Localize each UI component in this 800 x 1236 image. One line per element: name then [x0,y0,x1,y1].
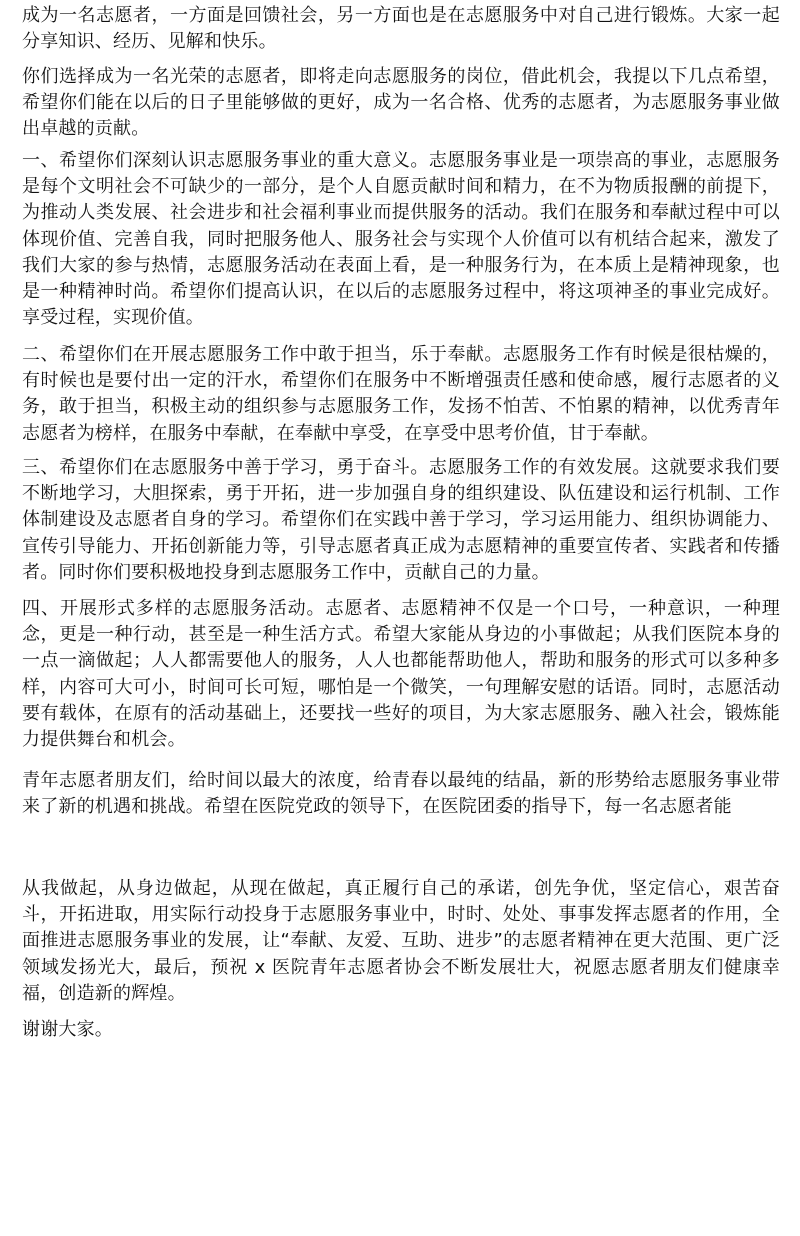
paragraph-1: 成为一名志愿者，一方面是回馈社会，另一方面也是在志愿服务中对自己进行锻炼。大家一起分享知识、经历、见解和快乐。 [22,5,780,53]
paragraph-5: 三、希望你们在志愿服务中善于学习，勇于奋斗。志愿服务工作的有效发展。这就要求我们要不断地学习，大胆探索，勇于开拓，进一步加强自身的组织建设、队伍建设和运行机制、工作体制建设及志愿者自身的学习。希望你们在实践中善于学习，学习运用能力、组织协调能力、宣传引导能力、开拓创新能力等，引导志愿者真正成为志愿精神的重要宣传者、实践者和传播者。同时你们要积极地投身到志愿服务工作中，贡献自己的力量。 [22,457,780,583]
paragraph-7: 青年志愿者朋友们，给时间以最大的浓度，给青春以最纯的结晶，新的形势给志愿服务事业带来了新的机遇和挑战。希望在医院党政的领导下，在医院团委的指导下，每一名志愿者能 [22,770,780,818]
paragraph-4: 二、希望你们在开展志愿服务工作中敢于担当，乐于奉献。志愿服务工作有时候是很枯燥的，有时候也是要付出一定的汗水，希望你们在服务中不断增强责任感和使命感，履行志愿者的义务，敢于担当，积极主动的组织参与志愿服务工作，发扬不怕苦、不怕累的精神，以优秀青年志愿者为榜样，在服务中奉献，在奉献中享受，在享受中思考价值，甘于奉献。 [22,344,780,444]
paragraph-8: 从我做起，从身边做起，从现在做起，真正履行自己的承诺，创先争优，坚定信心，艰苦奋斗，开拓进取，用实际行动投身于志愿服务事业中，时时、处处、事事发挥志愿者的作用，全面推进志愿服务事业的发展，让“奉献、友爱、互助、进步”的志愿者精神在更大范围、更广泛领域发扬光大，最后，预祝 x 医院青年志愿者协会不断发展壮大，祝愿志愿者朋友们健康幸福，创造新的辉煌。 [22,878,780,1004]
paragraph-2: 你们选择成为一名光荣的志愿者，即将走向志愿服务的岗位，借此机会，我提以下几点希望，希望你们能在以后的日子里能够做的更好，成为一名合格、优秀的志愿者，为志愿服务事业做出卓越的贡献。 [22,66,780,140]
paragraph-6: 四、开展形式多样的志愿服务活动。志愿者、志愿精神不仅是一个口号，一种意识，一种理念，更是一种行动，甚至是一种生活方式。希望大家能从身边的小事做起；从我们医院本身的一点一滴做起；人人都需要他人的服务，人人也都能帮助他人，帮助和服务的形式可以多种多样，内容可大可小，时间可长可短，哪怕是一个微笑，一句理解安慰的话语。同时，志愿活动要有载体，在原有的活动基础上，还要找一些好的项目，为大家志愿服务、融入社会，锻炼能力提供舞台和机会。 [22,598,780,751]
paragraph-9: 谢谢大家。 [22,1019,113,1040]
paragraph-3: 一、希望你们深刻认识志愿服务事业的重大意义。志愿服务事业是一项崇高的事业，志愿服务是每个文明社会不可缺少的一部分，是个人自愿贡献时间和精力，在不为物质报酬的前提下，为推动人类发展、社会进步和社会福利事业而提供服务的活动。我们在服务和奉献过程中可以体现价值、完善自我，同时把服务他人、服务社会与实现个人价值可以有机结合起来，激发了我们大家的参与热情，志愿服务活动在表面上看，是一种服务行为，在本质上是精神现象，也是一种精神时尚。希望你们提高认识，在以后的志愿服务过程中，将这项神圣的事业完成好。享受过程，实现价值。 [22,150,780,329]
